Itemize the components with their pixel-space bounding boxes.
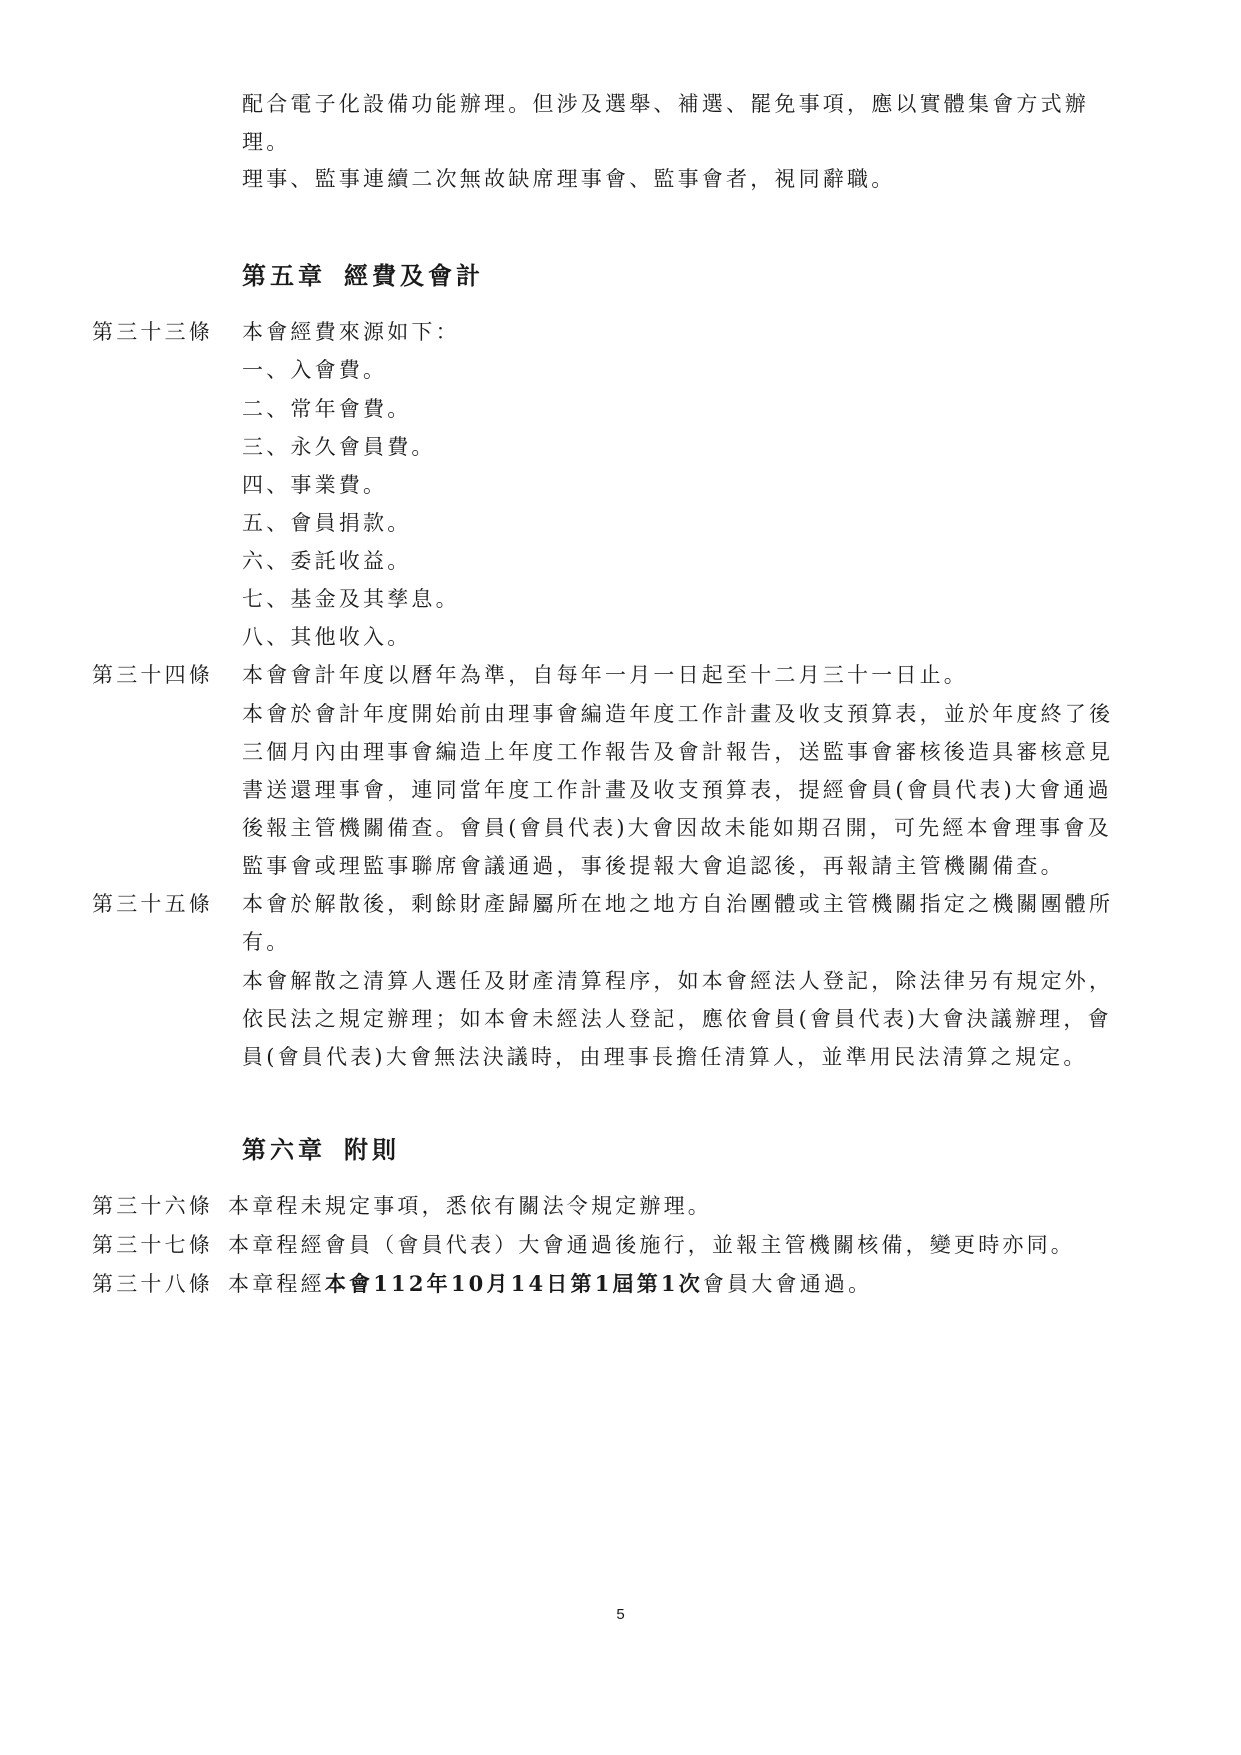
article-label: 第三十八條 [92, 1272, 213, 1296]
chapter-heading [242, 256, 484, 291]
article-label: 第三十三條 [92, 320, 213, 344]
article-37 [92, 1231, 1075, 1259]
article-text-bold: 本會112年10月14日第1屆第1次 [324, 1271, 703, 1296]
article-34 [92, 661, 968, 689]
paragraph-line: 本會解散之清算人選任及財產清算程序，如本會經法人登記，除法律另有規定外， [242, 969, 1114, 993]
paragraph-line: 三個月內由理事會編造上年度工作報告及會計報告，送監事會審核後造具審核意見 [242, 740, 1114, 764]
chapter-title: 經費及會計 [344, 262, 484, 290]
article-35 [92, 890, 1113, 918]
article-label: 第三十六條 [92, 1194, 213, 1218]
paragraph-line: 監事會或理監事聯席會議通過，事後提報大會追認後，再報請主管機關備查。 [242, 854, 1065, 878]
paragraph-line: 配合電子化設備功能辦理。但涉及選舉、補選、罷免事項，應以實體集會方式辦 [242, 92, 1089, 116]
list-item: 三、永久會員費。 [242, 435, 436, 459]
article-33 [92, 318, 460, 346]
list-item: 五、會員捐款。 [242, 511, 412, 535]
article-text-suffix: 會員大會通過。 [702, 1272, 873, 1296]
paragraph-line: 後報主管機關備查。會員(會員代表)大會因故未能如期召開，可先經本會理事會及 [242, 816, 1112, 840]
list-item: 六、委託收益。 [242, 549, 412, 573]
chapter-number: 第五章 [242, 262, 326, 290]
paragraph-line: 依民法之規定辦理；如本會未經法人登記，應依會員(會員代表)大會決議辦理，會 [242, 1007, 1112, 1031]
chapter-title: 附則 [344, 1136, 400, 1164]
paragraph-line: 本會於會計年度開始前由理事會編造年度工作計畫及收支預算表，並於年度終了後 [242, 702, 1114, 726]
paragraph-line: 有。 [242, 930, 291, 954]
page-number: 5 [616, 1606, 625, 1623]
chapter-heading [242, 1130, 400, 1165]
list-item: 八、其他收入。 [242, 625, 412, 649]
article-label: 第三十四條 [92, 663, 213, 687]
list-item: 二、常年會費。 [242, 397, 412, 421]
article-text: 本會經費來源如下： [242, 320, 460, 344]
chapter-number: 第六章 [242, 1136, 326, 1164]
paragraph-line: 理。 [242, 130, 291, 154]
article-36 [92, 1192, 712, 1220]
article-38 [92, 1270, 872, 1298]
list-item: 一、入會費。 [242, 358, 388, 382]
article-text: 本章程未規定事項，悉依有關法令規定辦理。 [228, 1194, 712, 1218]
article-text-prefix: 本章程經 [228, 1272, 325, 1296]
article-text: 本章程經會員（會員代表）大會通過後施行，並報主管機關核備，變更時亦同。 [228, 1233, 1075, 1257]
paragraph-line: 理事、監事連續二次無故缺席理事會、監事會者，視同辭職。 [242, 167, 896, 191]
article-text: 本會於解散後，剩餘財產歸屬所在地之地方自治團體或主管機關指定之機關團體所 [242, 892, 1114, 916]
paragraph-line: 員(會員代表)大會無法決議時，由理事長擔任清算人，並準用民法清算之規定。 [242, 1045, 1088, 1069]
article-text: 本會會計年度以曆年為準，自每年一月一日起至十二月三十一日止。 [242, 663, 968, 687]
list-item: 七、基金及其孳息。 [242, 587, 460, 611]
article-label: 第三十五條 [92, 892, 213, 916]
paragraph-line: 書送還理事會，連同當年度工作計畫及收支預算表，提經會員(會員代表)大會通過 [242, 778, 1112, 802]
article-label: 第三十七條 [92, 1233, 213, 1257]
list-item: 四、事業費。 [242, 473, 388, 497]
